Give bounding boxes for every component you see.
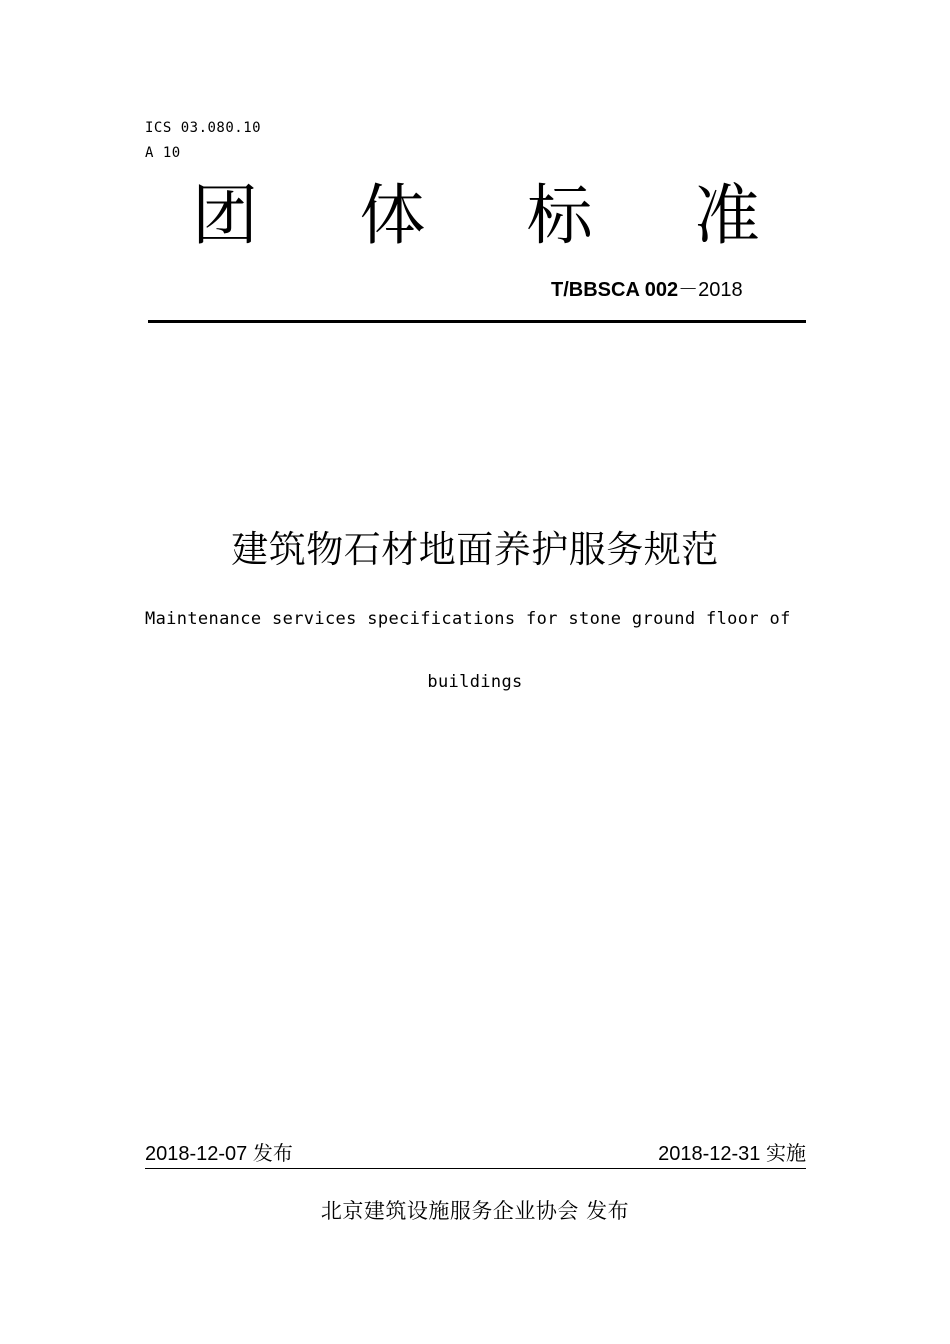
standard-type-char: 准: [693, 177, 760, 254]
standard-code-year: －2018: [678, 279, 743, 301]
header-divider: [148, 320, 806, 323]
publisher: 北京建筑设施服务企业协会 发布: [320, 1199, 630, 1223]
footer-divider: [145, 1168, 806, 1169]
ics-number: ICS 03.080.10: [145, 120, 262, 136]
document-title-english-line2: buildings: [427, 672, 523, 692]
standard-type-char: 体: [359, 177, 426, 254]
implementation-date: 2018-12-31 实施: [658, 1143, 806, 1165]
classification-code: A 10: [145, 145, 181, 161]
standard-code-prefix: T/BBSCA 002: [551, 279, 679, 301]
date-row: [145, 1140, 806, 1170]
publish-date: 2018-12-07 发布: [145, 1143, 293, 1165]
document-title-english-line1: Maintenance services specifications for stone ground floor of: [145, 609, 791, 629]
standard-type-char: 团: [192, 177, 258, 254]
standard-type-heading: [148, 176, 806, 256]
standard-type-char: 标: [526, 177, 593, 254]
standard-code: [551, 278, 743, 302]
document-title-chinese: 建筑物石材地面养护服务规范: [231, 528, 719, 571]
